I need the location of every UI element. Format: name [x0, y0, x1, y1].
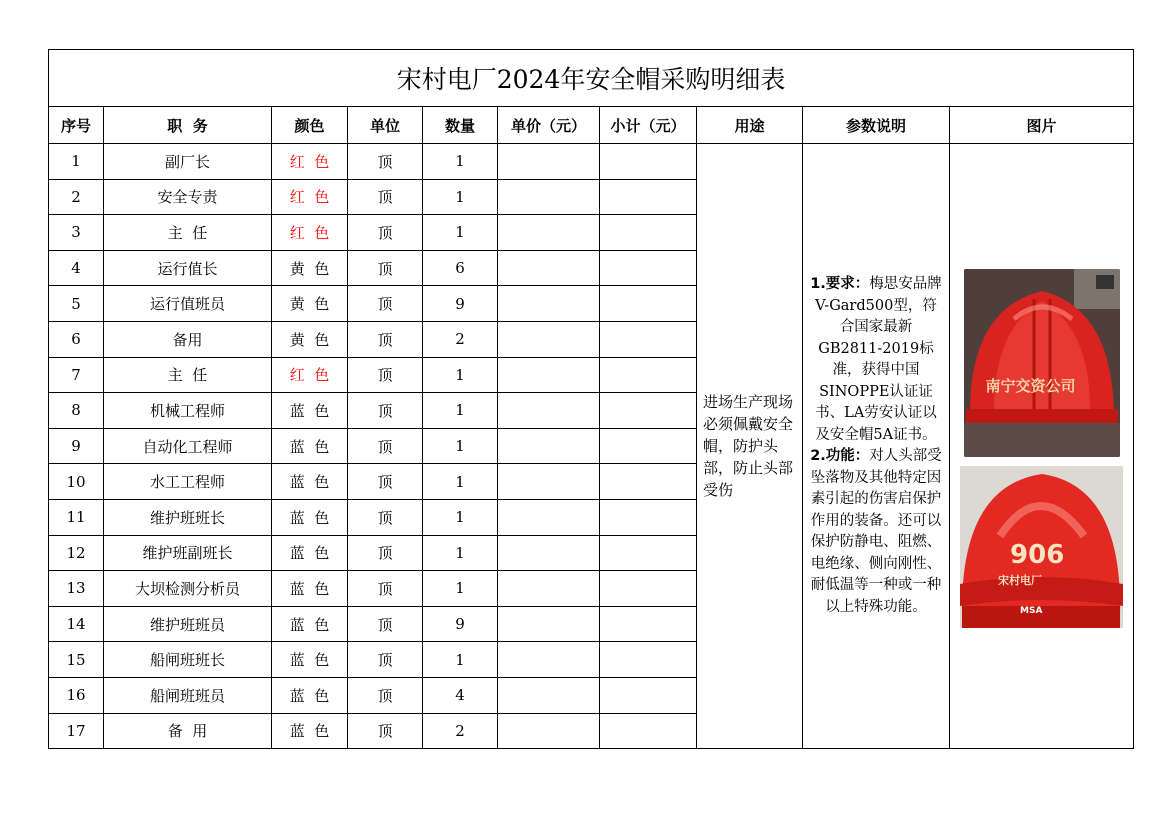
- cell-subtotal: [600, 393, 697, 429]
- cell-no: 1: [49, 144, 104, 180]
- usage-cell: 进场生产现场必须佩戴安全帽，防护头部，防止头部受伤: [697, 144, 803, 749]
- cell-no: 7: [49, 357, 104, 393]
- cell-unit-price: [498, 393, 600, 429]
- cell-unit: 顶: [348, 393, 423, 429]
- cell-position: 船闸班班员: [104, 677, 272, 713]
- cell-position: 运行值班员: [104, 286, 272, 322]
- cell-unit: 顶: [348, 144, 423, 180]
- params-function-text: 对人头部受坠落物及其他特定因素引起的伤害启保护作用的装备。还可以保护防静电、阻燃、电绝缘、侧向刚性、耐低温等一种或一种以上特殊功能。: [810, 448, 942, 615]
- cell-subtotal: [600, 179, 697, 215]
- cell-unit-price: [498, 144, 600, 180]
- cell-no: 5: [49, 286, 104, 322]
- cell-unit: 顶: [348, 357, 423, 393]
- cell-subtotal: [600, 357, 697, 393]
- cell-qty: 2: [423, 713, 498, 749]
- cell-subtotal: [600, 250, 697, 286]
- cell-no: 6: [49, 321, 104, 357]
- header-color: 颜色: [272, 107, 348, 144]
- cell-position: 自动化工程师: [104, 428, 272, 464]
- cell-unit: 顶: [348, 606, 423, 642]
- cell-qty: 1: [423, 642, 498, 678]
- header-picture: 图片: [950, 107, 1134, 144]
- cell-no: 17: [49, 713, 104, 749]
- helmet-label-text-2: 宋村电厂: [998, 573, 1043, 587]
- cell-no: 10: [49, 464, 104, 500]
- cell-qty: 1: [423, 571, 498, 607]
- cell-subtotal: [600, 499, 697, 535]
- cell-no: 14: [49, 606, 104, 642]
- cell-color: 蓝 色: [272, 642, 348, 678]
- cell-no: 15: [49, 642, 104, 678]
- cell-unit: 顶: [348, 499, 423, 535]
- cell-unit-price: [498, 250, 600, 286]
- cell-position: 机械工程师: [104, 393, 272, 429]
- cell-position: 水工工程师: [104, 464, 272, 500]
- cell-subtotal: [600, 713, 697, 749]
- cell-unit: 顶: [348, 642, 423, 678]
- cell-unit: 顶: [348, 464, 423, 500]
- cell-qty: 1: [423, 428, 498, 464]
- cell-color: 红 色: [272, 144, 348, 180]
- cell-subtotal: [600, 464, 697, 500]
- cell-color: 蓝 色: [272, 571, 348, 607]
- cell-no: 4: [49, 250, 104, 286]
- header-row: [49, 107, 1134, 144]
- helmet-label-text-1: 南宁交资公司: [985, 376, 1076, 395]
- cell-qty: 1: [423, 179, 498, 215]
- cell-qty: 1: [423, 535, 498, 571]
- red-helmet-photo-2: [960, 466, 1123, 628]
- cell-unit: 顶: [348, 179, 423, 215]
- cell-color: 蓝 色: [272, 464, 348, 500]
- cell-color: 黄 色: [272, 250, 348, 286]
- cell-unit-price: [498, 606, 600, 642]
- header-unit-price: 单价（元）: [498, 107, 600, 144]
- cell-position: 维护班班长: [104, 499, 272, 535]
- picture-cell: [950, 144, 1134, 749]
- table-row: [49, 144, 1134, 180]
- cell-color: 红 色: [272, 215, 348, 251]
- cell-unit-price: [498, 677, 600, 713]
- cell-unit-price: [498, 571, 600, 607]
- cell-qty: 1: [423, 393, 498, 429]
- helmet-brand-text: MSA: [1020, 605, 1043, 616]
- params-cell: [803, 144, 950, 749]
- cell-qty: 9: [423, 286, 498, 322]
- cell-unit: 顶: [348, 215, 423, 251]
- cell-position: 备 用: [104, 713, 272, 749]
- cell-position: 主 任: [104, 357, 272, 393]
- cell-qty: 4: [423, 677, 498, 713]
- header-unit: 单位: [348, 107, 423, 144]
- cell-position: 备用: [104, 321, 272, 357]
- cell-subtotal: [600, 286, 697, 322]
- cell-color: 红 色: [272, 179, 348, 215]
- header-subtotal: 小计（元）: [600, 107, 697, 144]
- cell-no: 12: [49, 535, 104, 571]
- cell-unit: 顶: [348, 428, 423, 464]
- cell-subtotal: [600, 215, 697, 251]
- cell-no: 16: [49, 677, 104, 713]
- cell-color: 蓝 色: [272, 713, 348, 749]
- cell-qty: 2: [423, 321, 498, 357]
- cell-no: 13: [49, 571, 104, 607]
- cell-color: 蓝 色: [272, 535, 348, 571]
- cell-position: 船闸班班长: [104, 642, 272, 678]
- cell-subtotal: [600, 428, 697, 464]
- cell-unit: 顶: [348, 250, 423, 286]
- header-qty: 数量: [423, 107, 498, 144]
- cell-position: 运行值长: [104, 250, 272, 286]
- cell-subtotal: [600, 677, 697, 713]
- cell-no: 11: [49, 499, 104, 535]
- cell-unit-price: [498, 321, 600, 357]
- cell-unit-price: [498, 428, 600, 464]
- cell-color: 黄 色: [272, 286, 348, 322]
- cell-color: 蓝 色: [272, 428, 348, 464]
- params-requirement-label: 1.要求：: [810, 276, 870, 293]
- table-title: 宋村电厂2024年安全帽采购明细表: [49, 50, 1134, 107]
- cell-subtotal: [600, 571, 697, 607]
- header-params: 参数说明: [803, 107, 950, 144]
- cell-color: 蓝 色: [272, 677, 348, 713]
- header-position: 职 务: [104, 107, 272, 144]
- cell-unit: 顶: [348, 535, 423, 571]
- cell-unit: 顶: [348, 321, 423, 357]
- cell-position: 维护班班员: [104, 606, 272, 642]
- cell-qty: 1: [423, 215, 498, 251]
- cell-unit: 顶: [348, 571, 423, 607]
- cell-position: 维护班副班长: [104, 535, 272, 571]
- cell-no: 9: [49, 428, 104, 464]
- cell-unit-price: [498, 357, 600, 393]
- cell-unit: 顶: [348, 677, 423, 713]
- cell-qty: 1: [423, 357, 498, 393]
- cell-color: 蓝 色: [272, 393, 348, 429]
- cell-color: 红 色: [272, 357, 348, 393]
- cell-unit-price: [498, 713, 600, 749]
- cell-unit-price: [498, 286, 600, 322]
- cell-color: 黄 色: [272, 321, 348, 357]
- cell-qty: 1: [423, 464, 498, 500]
- cell-unit-price: [498, 464, 600, 500]
- cell-subtotal: [600, 606, 697, 642]
- cell-subtotal: [600, 321, 697, 357]
- procurement-table: [48, 49, 1134, 749]
- cell-subtotal: [600, 535, 697, 571]
- cell-no: 2: [49, 179, 104, 215]
- cell-no: 8: [49, 393, 104, 429]
- params-function-label: 2.功能：: [810, 448, 870, 465]
- cell-unit: 顶: [348, 713, 423, 749]
- cell-unit: 顶: [348, 286, 423, 322]
- cell-unit-price: [498, 535, 600, 571]
- cell-unit-price: [498, 642, 600, 678]
- cell-qty: 6: [423, 250, 498, 286]
- cell-color: 蓝 色: [272, 606, 348, 642]
- cell-unit-price: [498, 215, 600, 251]
- header-no: 序号: [49, 107, 104, 144]
- cell-unit-price: [498, 179, 600, 215]
- cell-position: 主 任: [104, 215, 272, 251]
- header-usage: 用途: [697, 107, 803, 144]
- cell-qty: 9: [423, 606, 498, 642]
- cell-qty: 1: [423, 144, 498, 180]
- cell-position: 安全专责: [104, 179, 272, 215]
- cell-subtotal: [600, 144, 697, 180]
- cell-color: 蓝 色: [272, 499, 348, 535]
- cell-position: 副厂长: [104, 144, 272, 180]
- red-helmet-photo-1: [964, 269, 1120, 457]
- cell-subtotal: [600, 642, 697, 678]
- helmet-number-text: 906: [1010, 539, 1065, 570]
- cell-position: 大坝检测分析员: [104, 571, 272, 607]
- cell-no: 3: [49, 215, 104, 251]
- params-requirement-text: 梅思安品牌V-Gard500型，符合国家最新GB2811-2019标准，获得中国SINOPPE认证证书、LA劳安认证以及安全帽5A证书。: [815, 276, 942, 443]
- cell-unit-price: [498, 499, 600, 535]
- cell-qty: 1: [423, 499, 498, 535]
